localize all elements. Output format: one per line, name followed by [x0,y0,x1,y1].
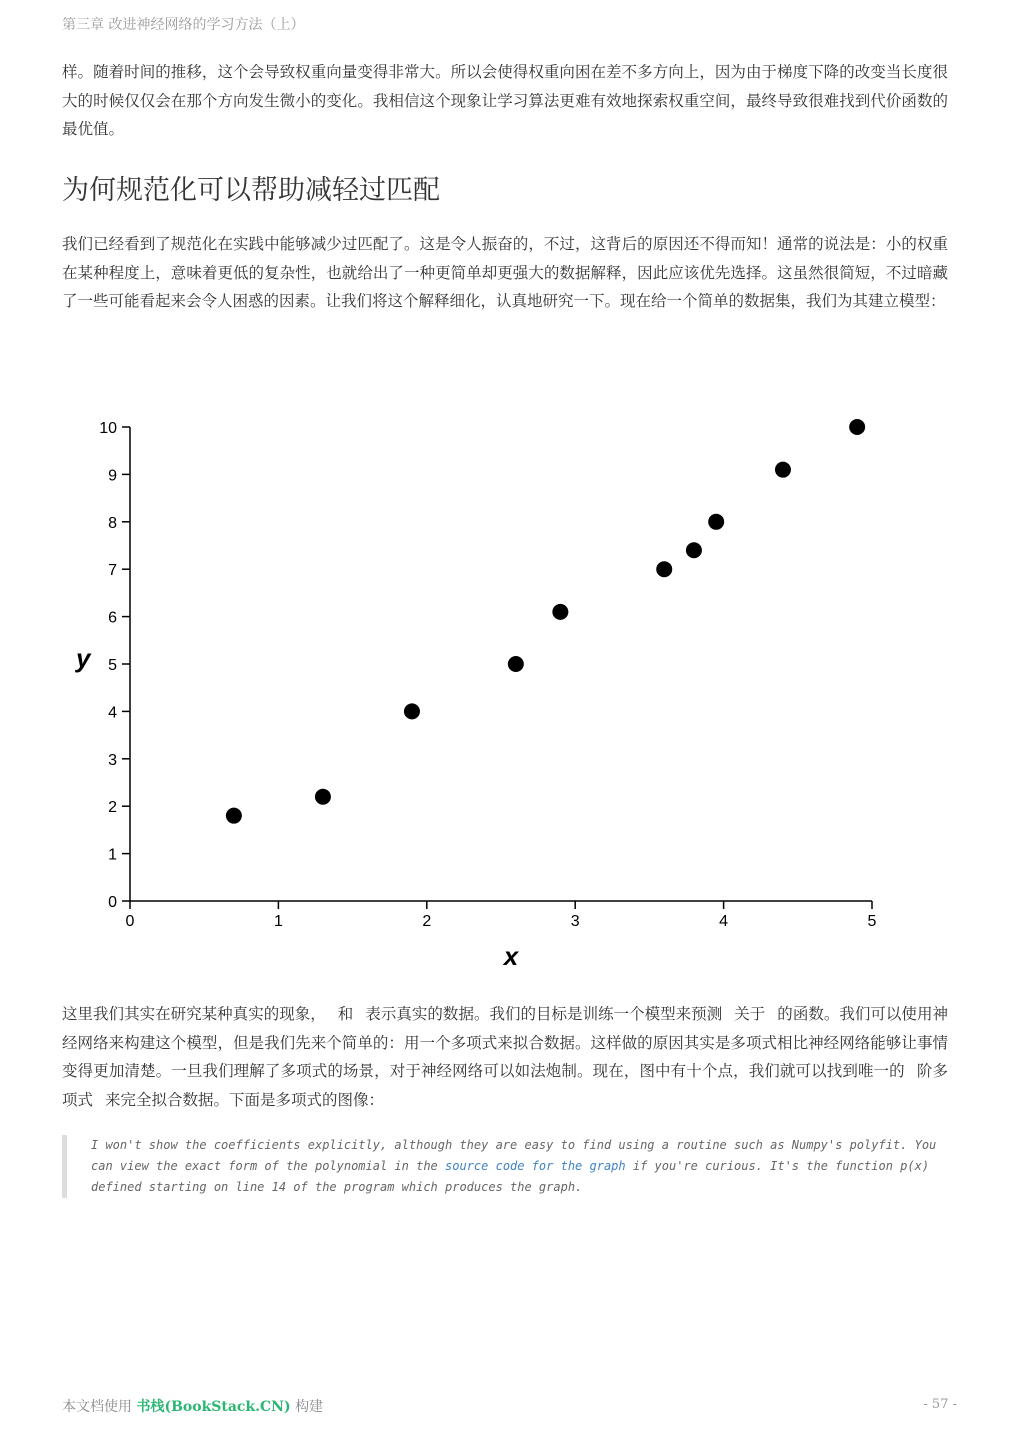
x-tick-label: 1 [273,913,283,930]
y-tick-label: 3 [108,751,117,769]
page-number: - 57 - [923,1397,957,1412]
data-point [656,561,672,577]
data-point [708,514,724,530]
paragraph-3-part-6: 阶多项式 [62,1062,948,1109]
x-tick-label: 2 [422,913,432,930]
paragraph-3-part-5: 的函数。我们可以使用神经网络来构建这个模型，但是我们先来个简单的：用一个多项式来拟合数据。这样做的原因其实是多项式相比神经网络能够让事情变得更加清楚。一旦我们理解了多项式的场景，对于神经网络可以如法炮制。现在，图中有十个点，我们就可以找到唯一的 [62,1005,948,1080]
footer-credit [62,1396,323,1416]
source-code-link[interactable]: source code for the graph [445,1159,626,1173]
x-axis [126,901,877,930]
data-point [686,542,702,558]
paragraph-3-part-1: 这里我们其实在研究某种真实的现象， [62,1005,326,1023]
y-tick-label: 2 [108,799,117,817]
y-tick-label: 1 [108,846,117,864]
paragraph-2: 我们已经看到了规范化在实践中能够减少过匹配了。这是令人振奋的，不过，这背后的原因还不得而知！通常的说法是：小的权重在某种程度上，意味着更低的复杂性，也就给出了一种更简单却更强大的数据解释，因此应该优先选择。这虽然很简短，不过暗藏了一些可能看起来会令人困惑的因素。让我们将这个解释细化，认真地研究一下。现在给一个简单的数据集，我们为其建立模型： [62,235,948,310]
data-point [775,462,791,478]
data-point [849,419,865,435]
y-tick-label: 6 [108,609,117,627]
y-tick-label: 10 [99,420,117,437]
paragraph-3-part-4: 关于 [734,1005,766,1023]
footnote-quote [62,1135,963,1198]
quote-text-before: I won't show the coefficients explicitly, although they are easy to find using a routine such as Numpy's polyfit. You can view the exact form of the polynomial in the [91,1138,937,1173]
section-title: 为何规范化可以帮助减轻过匹配 [62,175,440,206]
y-tick-label: 9 [108,467,117,485]
data-point [315,789,331,805]
y-tick-label: 8 [108,514,117,532]
y-tick-label: 4 [108,704,117,722]
data-points [226,419,865,824]
bookstack-link[interactable]: 书栈(BookStack.CN) [136,1399,291,1415]
paragraph-3-part-2: 和 [337,1005,354,1023]
x-tick-label: 3 [570,913,580,930]
data-point [404,703,420,719]
footer-suffix: 构建 [295,1399,324,1415]
quote-text-after: if you're curious. It's the function p(x) defined starting on line 14 of the program which produces the graph. [91,1159,930,1194]
y-axis-label: y [76,643,91,673]
x-tick-label: 5 [867,913,877,930]
running-head: 第三章 改进神经网络的学习方法（上） [62,17,305,33]
x-axis-label: x [503,941,519,971]
y-tick-label: 5 [108,657,117,674]
footer-prefix: 本文档使用 [62,1399,132,1415]
data-point [552,604,568,620]
data-point [226,808,242,824]
paragraph-3-part-7: 来完全拟合数据。下面是多项式的图像： [105,1090,385,1109]
y-tick-label: 7 [108,562,117,580]
paragraph-3 [62,1000,948,1114]
paragraph-3-part-3: 表示真实的数据。我们的目标是训练一个模型来预测 [365,1005,723,1023]
x-tick-label: 0 [125,913,135,930]
y-tick-label: 0 [108,894,117,911]
scatter-chart [60,405,900,975]
data-point [508,656,524,672]
paragraph-1: 样。随着时间的推移，这个会导致权重向量变得非常大。所以会使得权重向困在差不多方向上，因为由于梯度下降的改变当长度很大的时候仅仅会在那个方向发生微小的变化。我相信这个现象让学习算法更难有效地探索权重空间，最终导致很难找到代价函数的最优值。 [62,63,948,138]
y-axis [99,420,130,911]
x-tick-label: 4 [719,913,729,930]
